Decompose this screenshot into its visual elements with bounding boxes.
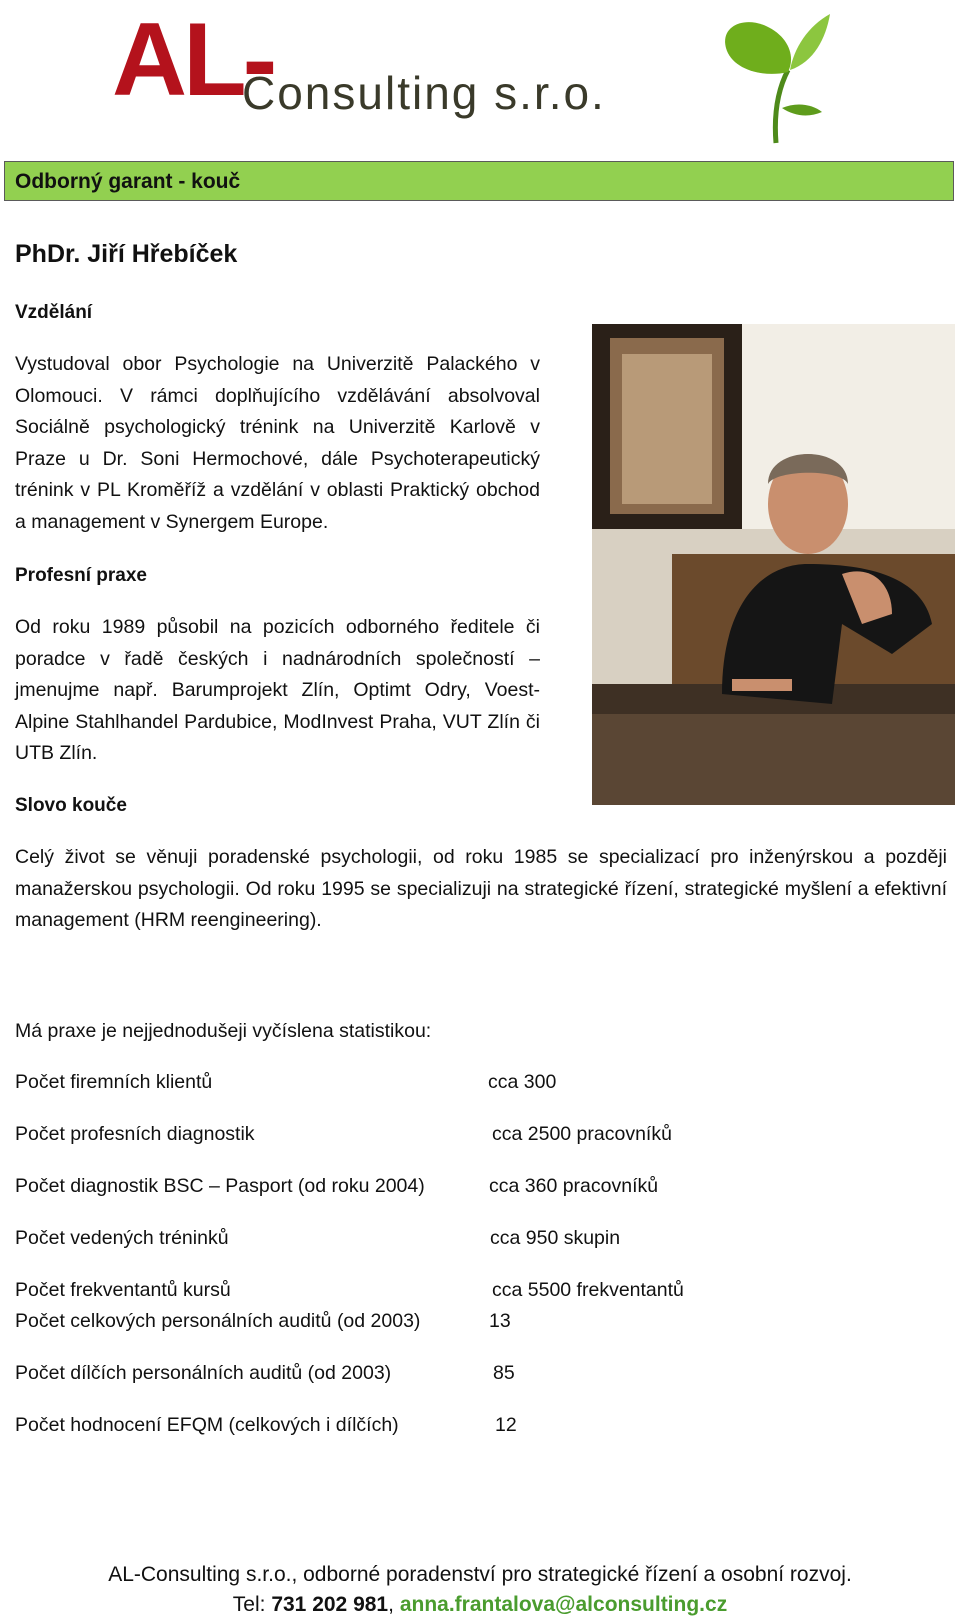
practice-text: Od roku 1989 působil na pozicích odborného ředitele či poradce v řadě českých i nadnárodních společností – jmenujme např. Barumprojekt Zlín, Optimt Odry, Voest-Alpine Stahlhandel Pardubice, ModInvest Praha, VUT Zlín či UTB Zlín. xyxy=(15,616,540,764)
stat-label: Počet hodnocení EFQM (celkových i dílčích) xyxy=(15,1414,399,1436)
stats-intro: Má praxe je nejjednodušeji vyčíslena statistikou: xyxy=(15,1020,432,1042)
stat-label: Počet celkových personálních auditů (od 2003) xyxy=(15,1310,421,1332)
stat-value: 13 xyxy=(489,1310,511,1332)
stat-value: 85 xyxy=(493,1362,515,1384)
stat-value: cca 300 xyxy=(488,1071,557,1093)
section-title-bar xyxy=(4,161,954,201)
stat-label: Počet frekventantů kursů xyxy=(15,1279,231,1301)
education-heading: Vzdělání xyxy=(15,302,93,323)
footer-tel-label: Tel: xyxy=(232,1593,266,1616)
stat-value: 12 xyxy=(495,1414,517,1436)
stat-label: Počet dílčích personálních auditů (od 2003) xyxy=(15,1362,392,1384)
stat-value: cca 5500 frekventantů xyxy=(492,1279,684,1301)
education-text: Vystudoval obor Psychologie na Univerzitě Palackého v Olomouci. V rámci doplňujícího vzdělávání absolvoval Sociálně psychologický trénink na Univerzitě Karlově v Praze u Dr. Soni Hermochové, dále Psychoterapeutický trénink v PL Kroměříž a vzdělání v oblasti Praktický obchod a management v Synergem Europe. xyxy=(15,353,540,533)
stat-value: cca 950 skupin xyxy=(490,1227,621,1249)
portrait-photo xyxy=(592,324,955,805)
stat-label: Počet vedených tréninků xyxy=(15,1227,229,1249)
coach-word-heading: Slovo kouče xyxy=(15,795,127,816)
section-title: Odborný garant - kouč xyxy=(15,170,241,193)
footer-email[interactable]: anna.frantalova@alconsulting.cz xyxy=(399,1593,728,1616)
stat-label: Počet diagnostik BSC – Pasport (od roku 2004) xyxy=(15,1175,425,1197)
practice-heading: Profesní praxe xyxy=(15,565,147,586)
footer-contact-line xyxy=(0,1593,960,1617)
person-name: PhDr. Jiří Hřebíček xyxy=(15,240,238,268)
stat-value: cca 360 pracovníků xyxy=(489,1175,659,1197)
logo-mark: AL- xyxy=(112,2,274,118)
stat-label: Počet profesních diagnostik xyxy=(15,1123,255,1145)
footer-separator: , xyxy=(388,1593,394,1616)
logo-text: Consulting s.r.o. xyxy=(242,67,606,119)
stat-value: cca 2500 pracovníků xyxy=(492,1123,672,1145)
leaf-icon xyxy=(704,8,834,148)
coach-word-text: Celý život se věnuji poradenské psychologii, od roku 1985 se specializací pro inženýrskou a později manažerskou psychologii. Od roku 1995 se specializuji na strategické řízení, strategické myšlení a efektivní management (HRM reengineering). xyxy=(15,846,947,931)
company-logo xyxy=(112,2,852,148)
footer-phone: 731 202 981 xyxy=(271,1593,389,1616)
stat-label: Počet firemních klientů xyxy=(15,1071,213,1093)
footer-company-line: AL-Consulting s.r.o., odborné poradenství pro strategické řízení a osobní rozvoj. xyxy=(108,1563,852,1586)
